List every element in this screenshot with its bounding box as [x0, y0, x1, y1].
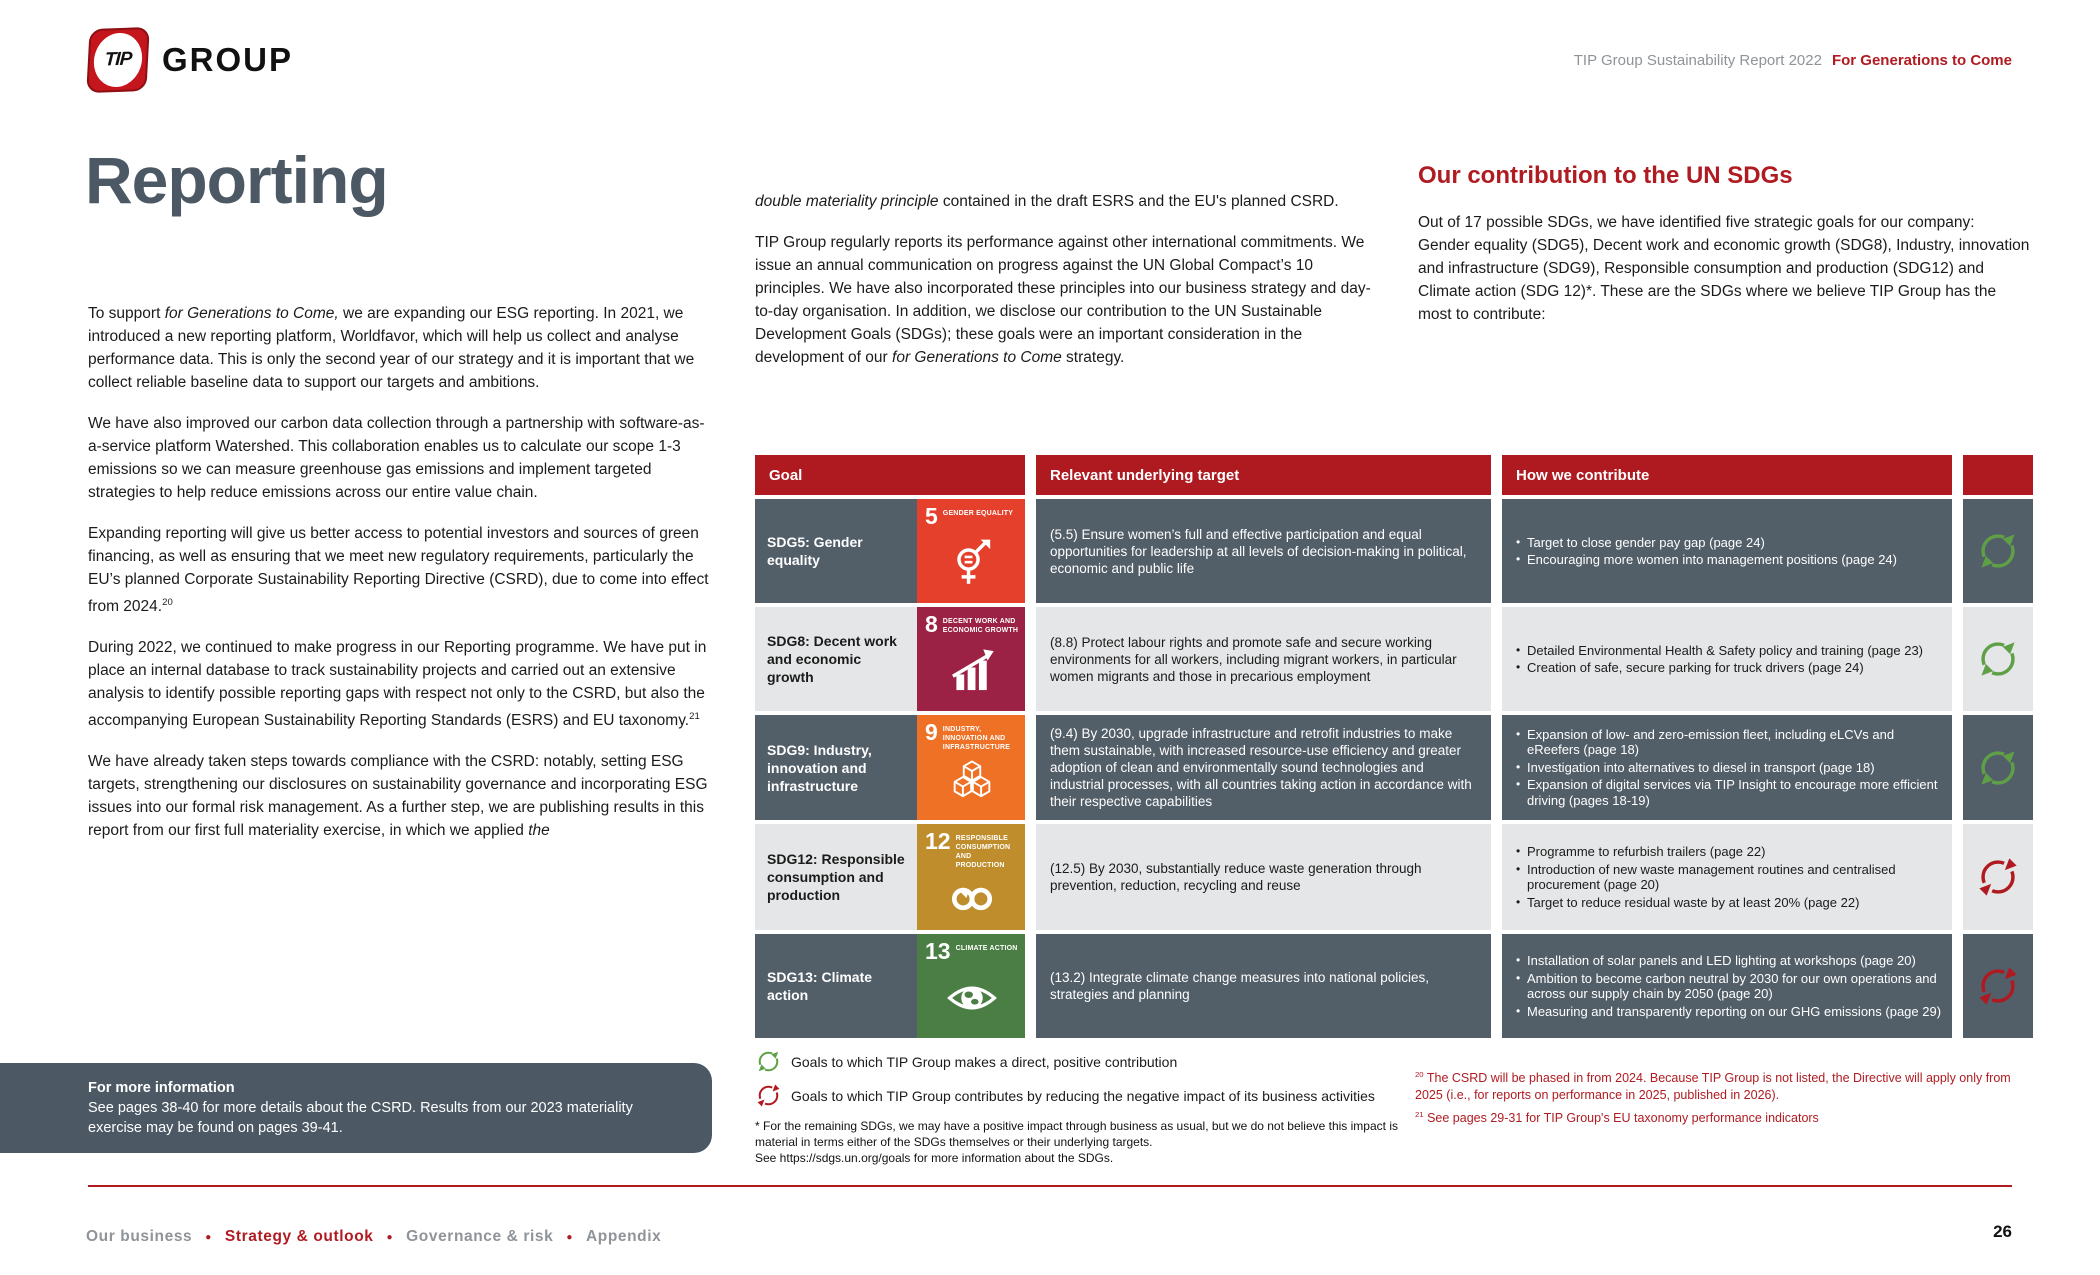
intro-paragraph: Expanding reporting will give us better access to potential investors and sources of green financing, as well as ensuring that we meet new regulatory requirements, particularly the EU’s planned Corporate Sustainability Reporting Directive (CSRD), due to come into effect from 2024.20 [88, 525, 709, 616]
sdg-target-text: (5.5) Ensure women’s full and effective participation and equal opportunities for leadership at all levels of decision-making in political, economic and public life [1050, 526, 1467, 576]
sdg-number: 8 [925, 611, 938, 637]
sdg-goal-label: SDG5: Gender equality [767, 534, 863, 568]
contribution-item: • Expansion of low- and zero-emission fleet, including eLCVs and eReefers (page 18) [1516, 727, 1942, 758]
more-information-body: See pages 38-40 for more details about the CSRD. Results from our 2023 materiality exercise may be found on pages 39-41. [88, 1100, 633, 1136]
sdg-goal-cell [755, 715, 1025, 820]
legend-label: Goals to which TIP Group contributes by reducing the negative impact of its business activities [791, 1087, 1375, 1104]
contribution-list [1502, 842, 1952, 912]
contribution-list [1502, 951, 1952, 1021]
sdg-section-heading: Our contribution to the UN SDGs [1418, 162, 1793, 189]
sdg-goal-cell [755, 499, 1025, 603]
sdg-contribution-cell [1502, 934, 1952, 1038]
intro-paragraph: We have also improved our carbon data collection through a partnership with software-as-a-service platform Watershed. This collaboration enables us to calculate our scope 1-3 emissions so we can measure greenhouse gas emissions and implement targeted strategies to help reduce emissions across our entire value chain. [88, 415, 705, 501]
contribution-item: • Ambition to become carbon neutral by 2030 for our own operations and across our supply chain by 2050 (page 20) [1516, 971, 1942, 1002]
sdg-section-intro [1418, 164, 2030, 344]
nav-bullet-icon: ● [566, 1231, 573, 1243]
sdg-tile [917, 934, 1025, 1038]
contribution-list [1502, 533, 1907, 570]
contribution-item: • Measuring and transparently reporting on our GHG emissions (page 29) [1516, 1004, 1942, 1020]
sdg-target-cell [1036, 607, 1491, 711]
sdg-goal-label: SDG8: Decent work and economic growth [767, 633, 897, 685]
page-title: Reporting [85, 143, 388, 217]
intro-paragraph: We have already taken steps towards compliance with the CSRD: notably, setting ESG targets, strengthening our disclosures on sustainability governance and incorporating ESG issues into our formal risk management. As a further step, we are publishing results in this report from our first full materiality exercise, in which we applied the [88, 753, 708, 840]
intro-column [88, 302, 716, 860]
direct-positive-contribution-icon [1963, 607, 2033, 711]
sdg-target-cell [1036, 934, 1491, 1038]
sdg-pictogram-icon [925, 752, 1019, 816]
table-header-impact [1963, 455, 2033, 495]
sdg-title: INDUSTRY, INNOVATION AND INFRASTRUCTURE [942, 726, 1011, 751]
contribution-item: • Target to close gender pay gap (page 24) [1516, 535, 1897, 551]
direct-positive-contribution-icon [1963, 499, 2033, 603]
sdg-target-text: (9.4) By 2030, upgrade infrastructure and retrofit industries to make them sustainable, with increased resource-use efficiency and greater adoption of clean and environmentally sound technologies and industrial processes, with all countries taking action in accordance with their respective capabilities [1050, 726, 1472, 809]
sdg-table [755, 455, 2033, 1038]
middle-paragraph: double materiality principle contained in the draft ESRS and the EU's planned CSRD. [755, 193, 1339, 210]
sdg-number: 9 [925, 719, 938, 745]
sdg-number: 13 [925, 938, 951, 964]
sdg-number: 12 [925, 828, 951, 854]
sdg-target-cell [1036, 499, 1491, 603]
sdg-title: DECENT WORK AND ECONOMIC GROWTH [942, 618, 1019, 634]
nav-bullet-icon: ● [205, 1231, 212, 1243]
sdg-goal-label: SDG13: Climate action [767, 969, 873, 1003]
reduce-negative-impact-icon [1963, 824, 2033, 930]
middle-paragraph: TIP Group regularly reports its performance against other international commitments. We issue an annual communication on progress against the UN Global Compact’s 10 principles. We have also incorporated these principles into our business strategy and day-to-day organisation. In addition, we disclose our contribution to the UN Sustainable Development Goals (SDGs); these goals were an important consideration in the development of our for Generations to Come strategy. [755, 234, 1371, 366]
page-number: 26 [1993, 1222, 2012, 1241]
contribution-item: • Target to reduce residual waste by at least 20% (page 22) [1516, 895, 1942, 911]
contribution-item: • Creation of safe, secure parking for truck drivers (page 24) [1516, 660, 1923, 676]
sdg-number: 5 [925, 503, 938, 529]
contribution-item: • Expansion of digital services via TIP Insight to encourage more efficient driving (pages 18-19) [1516, 777, 1942, 808]
middle-column [755, 190, 1383, 387]
legend-label: Goals to which TIP Group makes a direct, positive contribution [791, 1053, 1178, 1070]
tip-logo-icon [86, 27, 150, 93]
intro-paragraph: During 2022, we continued to make progress in our Reporting programme. We have put in place an internal database to track sustainability projects and carried out an extensive analysis to identify possible reporting gaps with respect not only to the CSRD, but also the accompanying European Sustainability Reporting Standards (ESRS) and EU taxonomy.$^{21}$ [88, 639, 707, 730]
direct-positive-contribution-icon [755, 1048, 782, 1075]
contribution-item: • Detailed Environmental Health & Safety policy and training (page 23) [1516, 643, 1923, 659]
sdg-table-zone [755, 455, 2033, 1166]
legend-block [755, 1048, 1415, 1166]
sdg-target-text: (13.2) Integrate climate change measures into national policies, strategies and planning [1050, 970, 1429, 1002]
contribution-item: • Programme to refurbish trailers (page 22) [1516, 844, 1942, 860]
header-meta [1574, 52, 2012, 69]
reduce-negative-impact-icon [1963, 934, 2033, 1038]
sdg-tile [917, 715, 1025, 820]
sdg-target-cell [1036, 715, 1491, 820]
nav-strategy-outlook[interactable]: Strategy & outlook [224, 1228, 374, 1245]
report-tagline: For Generations to Come [1831, 52, 2012, 69]
sdg-tile [917, 607, 1025, 711]
sdg-target-text: (12.5) By 2030, substantially reduce waste generation through prevention, reduction, recycling and reuse [1050, 861, 1422, 893]
table-footnotes-row [755, 1048, 2033, 1166]
footer-divider [88, 1185, 2012, 1187]
sdg-contribution-cell [1502, 499, 1952, 603]
logo-group-text: GROUP [162, 41, 294, 78]
contribution-item: • Introduction of new waste management routines and centralised procurement (page 20) [1516, 862, 1942, 893]
table-header-contribute: How we contribute [1502, 455, 1952, 495]
report-title: TIP Group Sustainability Report 2022 [1573, 52, 1822, 69]
legend-direct-positive [755, 1048, 1415, 1075]
star-footnote: * For the remaining SDGs, we may have a positive impact through business as usual, but we do not believe this impact is material in terms either of the SDGs themselves or their underlying targets. See https://sdgs.un.org/goals for more information about the SDGs. [755, 1119, 1398, 1165]
sdg-pictogram-icon [925, 527, 1019, 599]
footer-nav [86, 1228, 661, 1246]
contribution-item: • Encouraging more women into management positions (page 24) [1516, 552, 1897, 568]
sdg-pictogram-icon [925, 870, 1019, 926]
contribution-list [1502, 641, 1933, 678]
table-header-goal: Goal [755, 455, 1025, 495]
sdg-tile [917, 499, 1025, 603]
numbered-footnotes [1415, 1048, 2033, 1166]
sdg-title: GENDER EQUALITY [942, 510, 1014, 517]
sdg-goal-label: SDG9: Industry, innovation and infrastructure [767, 741, 872, 794]
sdg-title: CLIMATE ACTION [955, 945, 1018, 952]
more-information-title: For more information [88, 1080, 235, 1096]
sdg-goal-label: SDG12: Responsible consumption and production [767, 851, 905, 903]
logo-tip-text: TIP [104, 48, 132, 71]
sdg-title: RESPONSIBLE CONSUMPTION AND PRODUCTION [955, 835, 1011, 869]
sdg-contribution-cell [1502, 607, 1952, 711]
more-information-box [0, 1063, 712, 1153]
contribution-item: • Installation of solar panels and LED lighting at workshops (page 20) [1516, 953, 1942, 969]
direct-positive-contribution-icon [1963, 715, 2033, 820]
nav-bullet-icon: ● [386, 1231, 394, 1243]
legend-reduce-negative [755, 1082, 1415, 1109]
intro-paragraph: To support for Generations to Come, we are expanding our ESG reporting. In 2021, we introduced a new reporting platform, Worldfavor, which will help us collect and analyse performance data. This is only the second year of our strategy and it is important that we collect reliable baseline data to support our targets and ambitions. [88, 305, 695, 391]
contribution-list [1502, 725, 1952, 811]
sdg-contribution-cell [1502, 715, 1952, 820]
table-header-target: Relevant underlying target [1036, 455, 1491, 495]
sdg-goal-cell [755, 934, 1025, 1038]
sdg-target-cell [1036, 824, 1491, 930]
nav-appendix[interactable]: Appendix [585, 1228, 662, 1245]
nav-our-business[interactable]: Our business [86, 1228, 193, 1245]
sdg-goal-cell [755, 824, 1025, 930]
sdg-section-body: Out of 17 possible SDGs, we have identified five strategic goals for our company: Gender equality (SDG5), Decent work and economic growth (SDG8), Industry, innovation and infrastructure (SDG9), Responsible consumption and production (SDG12) and Climate action (SDG 12)*. These are the SDGs where we believe TIP Group has the most to contribute: [1418, 214, 2030, 323]
sdg-pictogram-icon [925, 635, 1019, 707]
sdg-pictogram-icon [925, 962, 1019, 1034]
sdg-tile [917, 824, 1025, 930]
nav-governance-risk[interactable]: Governance & risk [406, 1228, 554, 1245]
tip-group-logo [88, 28, 293, 92]
footnote-21: $^{21}$ See pages 29-31 for TIP Group's EU taxonomy performance indicators [1415, 1110, 1819, 1126]
sdg-target-text: (8.8) Protect labour rights and promote safe and secure working environments for all workers, including migrant workers, in particular women migrants and those in precarious employment [1050, 634, 1457, 684]
sdg-contribution-cell [1502, 824, 1952, 930]
sdg-goal-cell [755, 607, 1025, 711]
contribution-item: • Investigation into alternatives to diesel in transport (page 18) [1516, 760, 1942, 776]
footnote-20: $^{20}$ The CSRD will be phased in from 2024. Because TIP Group is not listed, the Directive will apply only from 2025 (i.e., for reports on performance in 2025, published in 2026). [1415, 1070, 2011, 1103]
reduce-negative-impact-icon [755, 1082, 782, 1109]
